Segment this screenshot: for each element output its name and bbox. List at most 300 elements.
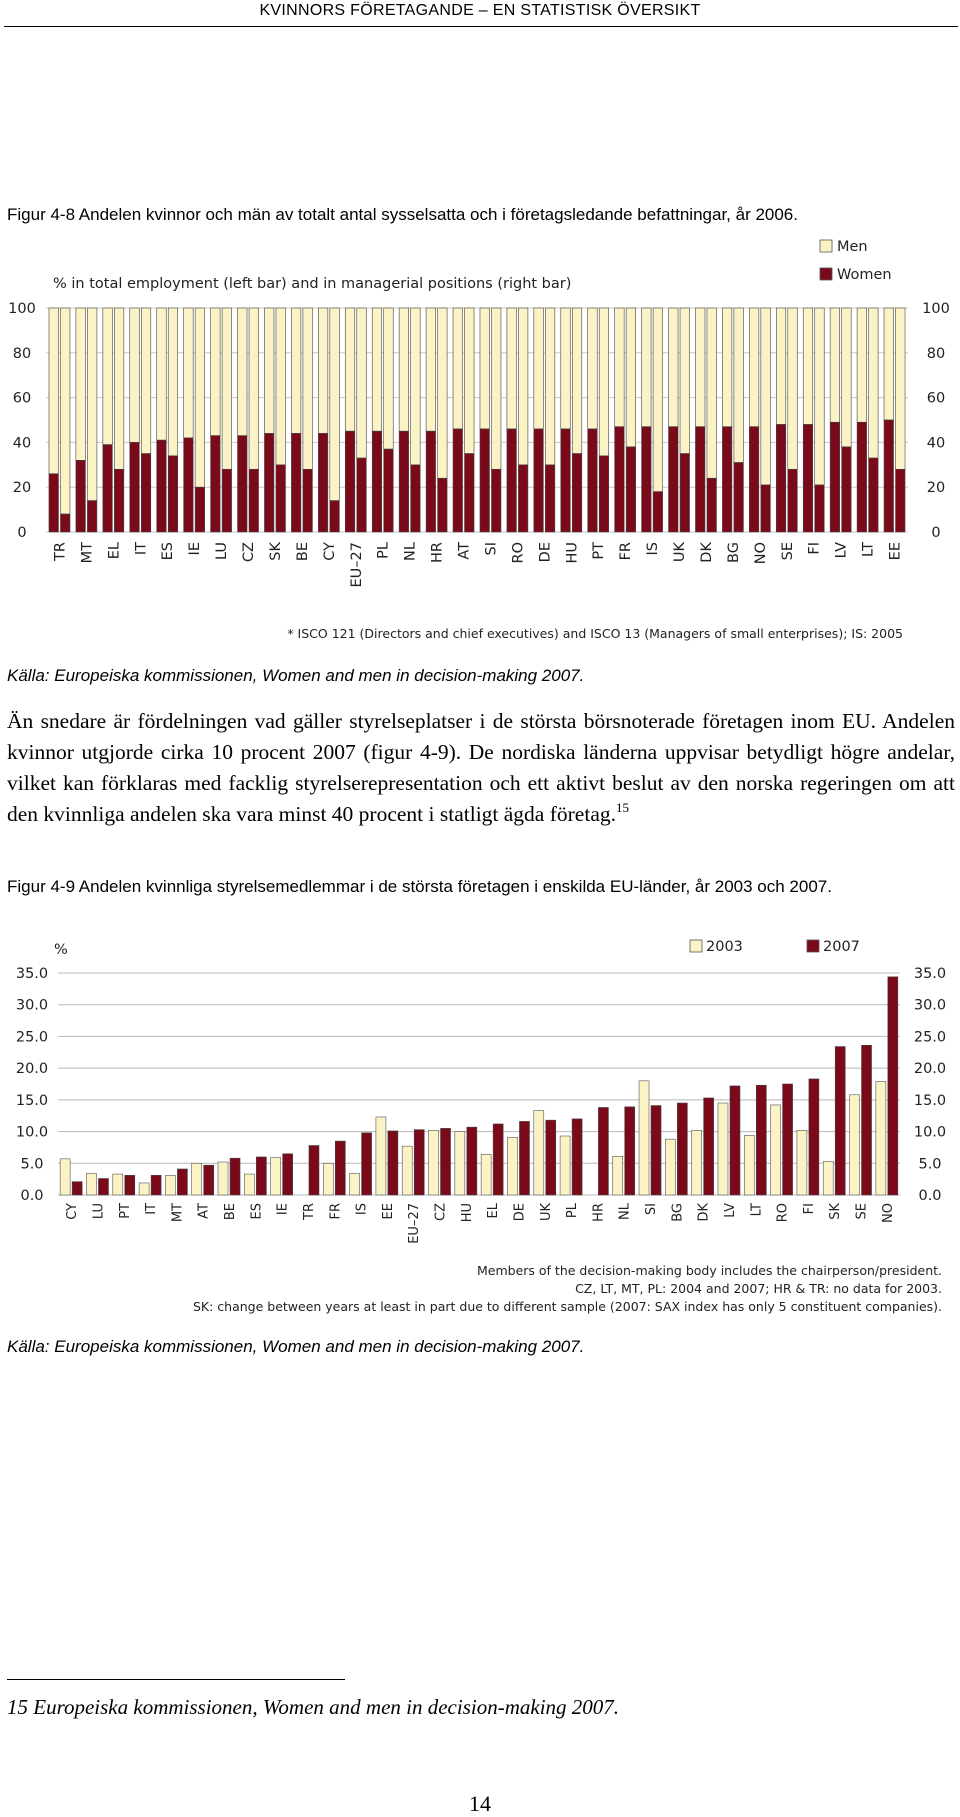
bar-women-managerial (788, 469, 798, 532)
bar-2007 (625, 1107, 635, 1195)
bar-2003 (744, 1135, 754, 1195)
bar-2007 (151, 1175, 161, 1195)
bar-2003 (876, 1081, 886, 1195)
bar-men-managerial (491, 308, 501, 469)
x-tick-label: FI (801, 1203, 817, 1215)
bar-women-employment (561, 429, 571, 532)
bar-men-employment (318, 308, 328, 433)
bar-men-employment (130, 308, 140, 442)
bar-women-managerial (195, 487, 205, 532)
x-tick-label: FR (618, 542, 635, 561)
x-tick-label: ES (160, 542, 177, 561)
x-tick-label: MT (79, 542, 96, 564)
bar-women-employment (291, 433, 301, 532)
y-tick-left: 30.0 (15, 997, 49, 1014)
y-tick-right: 35.0 (913, 966, 947, 982)
bar-2007 (230, 1158, 240, 1195)
bar-men-employment (830, 308, 840, 422)
bar-women-employment (399, 431, 409, 532)
x-tick-label: TR (52, 542, 69, 561)
bar-men-managerial (626, 308, 636, 447)
bar-women-managerial (114, 469, 124, 532)
bar-2003 (665, 1139, 675, 1195)
bar-women-managerial (60, 514, 70, 532)
bar-men-employment (534, 308, 544, 429)
bar-men-managerial (761, 308, 771, 485)
x-tick-label: FI (806, 542, 823, 555)
x-tick-label: EU–27 (407, 1203, 423, 1244)
bar-women-managerial (465, 454, 475, 532)
bar-2003 (771, 1105, 781, 1195)
bar-women-employment (669, 427, 679, 532)
y-tick-left: 40 (12, 435, 32, 452)
chart-note: SK: change between years at least in part due to different sample (2007: SAX index has only 5 constituent companies). (192, 1299, 942, 1314)
bar-women-managerial (87, 501, 97, 532)
bar-women-employment (345, 431, 355, 532)
bar-men-employment (264, 308, 274, 433)
x-tick-label: LT (860, 542, 877, 557)
chart-title: % in total employment (left bar) and in managerial positions (right bar) (53, 276, 572, 292)
bar-women-managerial (438, 478, 448, 532)
bar-2007 (98, 1179, 108, 1195)
figure-4-9-source: Källa: Europeiska kommissionen, Women and men in decision-making 2007. (7, 1337, 585, 1356)
x-tick-label: IT (133, 542, 150, 556)
bar-2007 (362, 1133, 372, 1195)
bar-2003 (534, 1111, 544, 1195)
y-tick-left: 60 (12, 390, 32, 407)
bar-2003 (139, 1183, 149, 1195)
y-tick-left: 15.0 (15, 1092, 49, 1109)
legend-label-2007: 2007 (823, 939, 860, 955)
bar-women-employment (103, 445, 113, 532)
bar-men-employment (776, 308, 786, 424)
page-number: 14 (469, 1791, 491, 1816)
x-tick-label: SE (779, 542, 796, 561)
y-tick-left: 80 (12, 345, 32, 362)
bar-women-employment (588, 429, 598, 532)
bar-2003 (192, 1163, 202, 1195)
bar-women-managerial (330, 501, 340, 532)
figure-4-9-caption: Figur 4-9 Andelen kvinnliga styrelsemedlemmar i de största företagen i enskilda EU-länder, år 2003 och 2007. (7, 877, 832, 896)
y-tick-right: 25.0 (913, 1029, 947, 1046)
y-tick-left: 25.0 (15, 1029, 49, 1046)
bar-men-managerial (168, 308, 178, 456)
x-tick-label: IE (275, 1203, 291, 1216)
bar-men-employment (49, 308, 59, 474)
bar-women-employment (480, 429, 490, 532)
figure-4-9-chart (0, 930, 960, 1330)
bar-2003 (218, 1162, 228, 1195)
bar-men-managerial (249, 308, 259, 469)
bar-men-managerial (680, 308, 690, 454)
bar-women-employment (211, 436, 221, 532)
x-tick-label: AT (196, 1203, 212, 1219)
bar-2003 (350, 1173, 360, 1195)
bar-men-managerial (411, 308, 421, 465)
y-tick-right: 20.0 (913, 1061, 947, 1078)
x-tick-label: NO (880, 1203, 896, 1223)
bar-men-managerial (87, 308, 97, 501)
bar-women-employment (749, 427, 759, 532)
x-tick-label: SK (828, 1203, 844, 1220)
x-tick-label: HR (591, 1203, 607, 1222)
bar-2007 (519, 1121, 529, 1195)
bar-women-managerial (141, 454, 151, 532)
bar-2007 (888, 977, 898, 1195)
bar-men-managerial (384, 308, 394, 449)
bar-men-managerial (842, 308, 852, 447)
bar-2007 (756, 1085, 766, 1195)
bar-men-employment (884, 308, 894, 420)
bar-men-employment (345, 308, 355, 431)
x-tick-label: MT (170, 1203, 186, 1223)
legend-swatch-2003 (690, 940, 702, 952)
bar-2003 (560, 1136, 570, 1195)
bar-men-employment (722, 308, 732, 427)
bar-2007 (441, 1128, 451, 1195)
x-tick-label: DK (698, 542, 715, 563)
bar-women-managerial (411, 465, 421, 532)
bar-men-employment (642, 308, 652, 427)
bar-men-employment (76, 308, 86, 460)
bar-women-managerial (707, 478, 717, 532)
bar-women-employment (695, 427, 705, 532)
y-tick-right: 0.0 (918, 1188, 942, 1204)
bar-women-employment (76, 460, 86, 532)
x-tick-label: PT (117, 1203, 133, 1219)
x-tick-label: CZ (433, 1203, 449, 1221)
bar-2003 (455, 1132, 465, 1195)
bar-women-employment (857, 422, 867, 532)
x-tick-label: BE (223, 1203, 239, 1221)
y-tick-left: 35.0 (15, 966, 49, 982)
bar-2007 (730, 1086, 740, 1195)
y-tick-left: 20 (12, 480, 32, 497)
y-tick-right: 20 (926, 480, 946, 497)
x-tick-label: EU–27 (348, 542, 365, 588)
chart-note: * ISCO 121 (Directors and chief executives) and ISCO 13 (Managers of small enterprises); IS: 2005 (287, 626, 903, 641)
bar-women-employment (884, 420, 894, 532)
bar-2003 (481, 1154, 491, 1195)
bar-2003 (507, 1137, 517, 1195)
bar-women-employment (318, 433, 328, 532)
bar-2007 (783, 1084, 793, 1195)
bar-2007 (835, 1047, 845, 1195)
bar-men-employment (749, 308, 759, 427)
bar-women-employment (534, 429, 544, 532)
legend-label-2003: 2003 (706, 939, 743, 955)
bar-2003 (60, 1159, 70, 1195)
bar-men-managerial (438, 308, 448, 478)
y-tick-right: 10.0 (913, 1124, 947, 1141)
y-tick-left: 20.0 (15, 1061, 49, 1078)
bar-2007 (256, 1157, 266, 1195)
bar-2007 (125, 1175, 135, 1195)
bar-women-managerial (518, 465, 528, 532)
x-tick-label: SI (644, 1203, 660, 1216)
y-tick-right: 60 (926, 390, 946, 407)
bar-women-employment (642, 427, 652, 532)
bar-women-employment (130, 442, 140, 532)
bar-2007 (283, 1154, 293, 1195)
bar-men-managerial (653, 308, 663, 492)
bar-2007 (72, 1182, 82, 1195)
bar-2003 (639, 1081, 649, 1195)
bar-men-employment (184, 308, 194, 438)
bar-2003 (823, 1161, 833, 1195)
bar-women-managerial (599, 456, 609, 532)
bar-women-managerial (653, 492, 663, 532)
bar-women-employment (184, 438, 194, 532)
x-tick-label: AT (456, 542, 473, 560)
bar-2003 (113, 1174, 123, 1195)
bar-men-employment (399, 308, 409, 431)
bar-women-managerial (384, 449, 394, 532)
x-tick-label: TR (301, 1203, 317, 1220)
figure-4-8-caption: Figur 4-8 Andelen kvinnor och män av totalt antal sysselsatta och i företagsledande befattningar, år 2006. (7, 205, 798, 224)
x-tick-label: LU (214, 542, 231, 560)
bar-men-managerial (60, 308, 70, 514)
y-tick-left: 100 (8, 301, 36, 317)
running-header: KVINNORS FÖRETAGANDE – EN STATISTISK ÖVERSIKT (259, 2, 701, 19)
x-tick-label: ES (249, 1203, 265, 1220)
bar-women-employment (238, 436, 248, 532)
bar-2007 (414, 1130, 424, 1195)
bar-men-managerial (330, 308, 340, 501)
bar-women-managerial (249, 469, 259, 532)
bar-2007 (309, 1146, 319, 1195)
bar-men-managerial (357, 308, 367, 458)
legend-swatch-women (820, 268, 832, 280)
bar-2007 (598, 1107, 608, 1195)
footnote-rule (7, 1679, 345, 1680)
bar-men-employment (372, 308, 382, 431)
x-tick-label: PL (375, 542, 392, 559)
bar-men-employment (507, 308, 517, 429)
bar-men-employment (238, 308, 248, 436)
x-tick-label: NL (617, 1203, 633, 1220)
bar-women-managerial (896, 469, 906, 532)
body-paragraph (7, 706, 955, 830)
bar-men-managerial (518, 308, 528, 465)
bar-2003 (165, 1175, 175, 1195)
bar-men-employment (480, 308, 490, 429)
figure-4-8-source: Källa: Europeiska kommissionen, Women and men in decision-making 2007. (7, 666, 585, 685)
bar-men-employment (291, 308, 301, 433)
bar-men-managerial (465, 308, 475, 454)
bar-men-managerial (222, 308, 232, 469)
bar-2003 (86, 1173, 96, 1195)
x-tick-label: CY (321, 542, 338, 561)
bar-men-employment (103, 308, 113, 445)
y-tick-right: 100 (922, 301, 950, 317)
bar-men-managerial (572, 308, 582, 454)
x-tick-label: LV (833, 542, 850, 559)
bar-men-employment (157, 308, 167, 440)
bar-men-employment (615, 308, 625, 427)
legend-label-men: Men (837, 239, 868, 255)
x-tick-label: NL (402, 542, 419, 561)
bar-women-managerial (357, 458, 367, 532)
bar-men-employment (561, 308, 571, 429)
bar-women-managerial (572, 454, 582, 532)
y-axis-label: % (54, 942, 68, 958)
bar-men-managerial (599, 308, 609, 456)
x-tick-label: HU (564, 542, 581, 564)
chart-note: Members of the decision-making body includes the chairperson/president. (477, 1263, 942, 1278)
bar-women-managerial (680, 454, 690, 532)
y-tick-right: 40 (926, 435, 946, 452)
x-tick-label: IT (144, 1203, 160, 1215)
x-tick-label: EE (887, 542, 904, 561)
y-tick-right: 30.0 (913, 997, 947, 1014)
bar-women-managerial (222, 469, 232, 532)
y-tick-right: 0 (931, 525, 941, 541)
bar-women-managerial (545, 465, 555, 532)
y-tick-left: 10.0 (15, 1124, 49, 1141)
x-tick-label: IS (645, 542, 662, 556)
bar-women-employment (453, 429, 463, 532)
x-tick-label: LV (722, 1203, 738, 1218)
x-tick-label: LU (91, 1203, 107, 1220)
bar-men-employment (588, 308, 598, 429)
footnote: 15 Europeiska kommissionen, Women and men in decision-making 2007. (7, 1695, 620, 1719)
figure-4-8-chart (0, 232, 960, 652)
bar-2007 (651, 1106, 661, 1195)
bar-2003 (376, 1117, 386, 1195)
bar-women-employment (615, 427, 625, 532)
bar-women-employment (507, 429, 517, 532)
x-tick-label: BG (725, 542, 742, 563)
x-tick-label: CZ (241, 542, 258, 563)
bar-2003 (613, 1156, 623, 1195)
bar-men-employment (857, 308, 867, 422)
x-tick-label: DE (537, 542, 554, 563)
bar-2007 (493, 1124, 503, 1195)
x-tick-label: RO (775, 1203, 791, 1223)
bar-men-employment (803, 308, 813, 424)
bar-men-managerial (195, 308, 205, 487)
bar-men-employment (669, 308, 679, 427)
bar-women-managerial (815, 485, 825, 532)
bar-2007 (862, 1045, 872, 1195)
bar-2007 (388, 1131, 398, 1195)
bar-men-employment (453, 308, 463, 429)
x-tick-label: SE (854, 1203, 870, 1220)
bar-women-managerial (869, 458, 879, 532)
bar-men-managerial (303, 308, 313, 469)
bar-2007 (809, 1079, 819, 1195)
y-tick-right: 5.0 (918, 1156, 942, 1173)
bar-2007 (467, 1127, 477, 1195)
bar-2007 (677, 1103, 687, 1195)
bar-women-employment (264, 433, 274, 532)
x-tick-label: PT (591, 542, 608, 560)
bar-2003 (271, 1158, 281, 1195)
footnote-ref: 15 (615, 800, 629, 815)
x-tick-label: IE (187, 542, 204, 556)
bar-women-employment (830, 422, 840, 532)
x-tick-label: RO (510, 542, 527, 564)
bar-women-employment (157, 440, 167, 532)
bar-men-managerial (707, 308, 717, 478)
bar-men-managerial (869, 308, 879, 458)
x-tick-label: LT (749, 1203, 765, 1217)
bar-2003 (850, 1095, 860, 1195)
x-tick-label: HU (459, 1203, 475, 1223)
bar-2003 (323, 1163, 333, 1195)
bar-men-managerial (896, 308, 906, 469)
x-tick-label: CY (65, 1203, 81, 1220)
x-tick-label: UK (672, 542, 689, 563)
bar-2003 (402, 1146, 412, 1195)
bar-2007 (204, 1165, 214, 1195)
bar-2007 (546, 1120, 556, 1195)
y-tick-right: 15.0 (913, 1092, 947, 1109)
chart-note: CZ, LT, MT, PL: 2004 and 2007; HR & TR: no data for 2003. (575, 1281, 942, 1296)
bar-men-managerial (788, 308, 798, 469)
bar-2007 (572, 1119, 582, 1195)
bar-2007 (704, 1098, 714, 1195)
bar-women-employment (426, 431, 436, 532)
bar-women-managerial (303, 469, 313, 532)
y-tick-right: 80 (926, 345, 946, 362)
x-tick-label: SI (483, 542, 500, 556)
bar-women-managerial (276, 465, 286, 532)
y-tick-left: 0 (17, 525, 27, 541)
y-tick-left: 0.0 (20, 1188, 44, 1204)
bar-2007 (335, 1141, 345, 1195)
bar-women-managerial (761, 485, 771, 532)
bar-women-managerial (626, 447, 636, 532)
x-tick-label: SK (267, 542, 284, 561)
bar-women-employment (49, 474, 59, 532)
x-tick-label: BG (670, 1203, 686, 1222)
bar-women-employment (722, 427, 732, 532)
bar-2003 (692, 1130, 702, 1195)
bar-women-employment (776, 424, 786, 532)
bar-2003 (718, 1103, 728, 1195)
x-tick-label: BE (294, 542, 311, 562)
bar-men-managerial (734, 308, 744, 463)
bar-men-managerial (141, 308, 151, 454)
bar-2003 (429, 1130, 439, 1195)
x-tick-label: NO (752, 542, 769, 565)
y-tick-left: 5.0 (20, 1156, 44, 1173)
bar-women-managerial (168, 456, 178, 532)
x-tick-label: FR (328, 1203, 344, 1220)
x-tick-label: EE (380, 1203, 396, 1220)
x-tick-label: HR (429, 542, 446, 563)
bar-2003 (244, 1174, 254, 1195)
x-tick-label: PL (565, 1203, 581, 1219)
x-tick-label: EL (106, 542, 123, 560)
bar-women-employment (372, 431, 382, 532)
x-tick-label: IS (354, 1203, 370, 1216)
bar-2003 (797, 1130, 807, 1195)
bar-men-employment (426, 308, 436, 431)
x-tick-label: DK (696, 1203, 712, 1222)
bar-2007 (177, 1169, 187, 1195)
x-tick-label: UK (538, 1203, 554, 1222)
bar-women-employment (803, 424, 813, 532)
header-rule (4, 26, 958, 27)
bar-women-managerial (842, 447, 852, 532)
x-tick-label: EL (486, 1203, 502, 1219)
bar-men-managerial (276, 308, 286, 465)
x-tick-label: DE (512, 1203, 528, 1222)
bar-men-employment (211, 308, 221, 436)
